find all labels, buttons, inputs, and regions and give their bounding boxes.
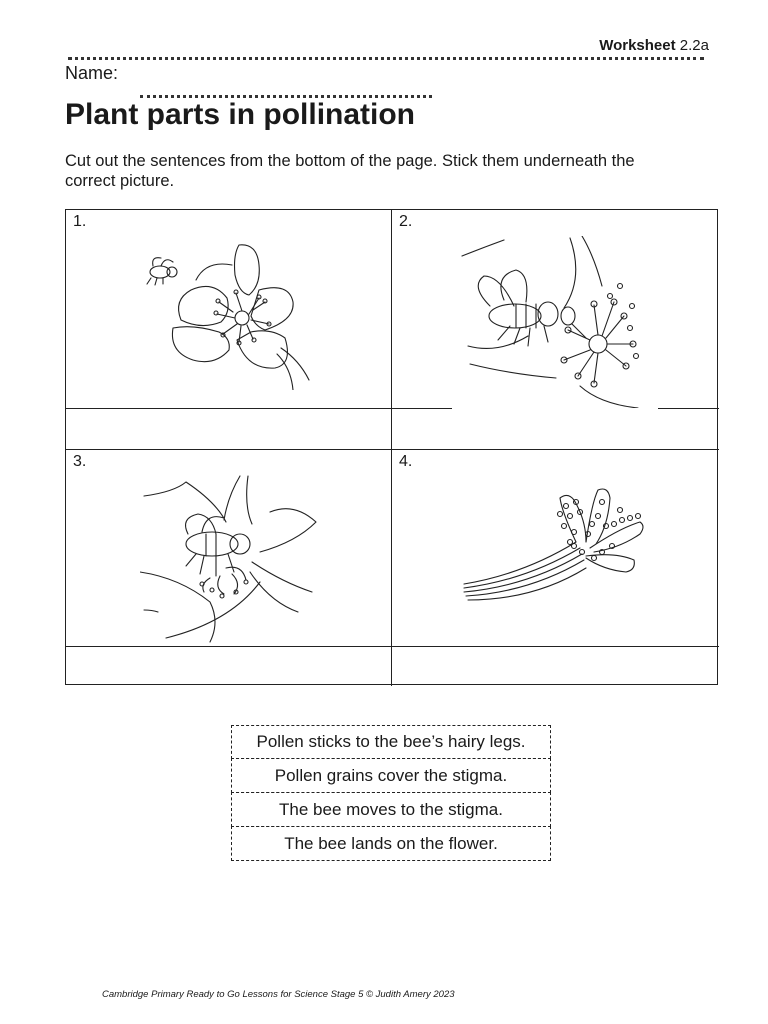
pollen-on-stigma-icon [462,486,652,606]
panel-1 [66,210,391,408]
answer-box-3[interactable] [66,647,391,685]
picture-grid [65,209,718,685]
bee-inside-flower-icon [140,472,320,644]
panel-3 [66,450,391,646]
answer-box-2[interactable] [392,409,719,449]
panel-number: 2. [399,213,413,230]
cut-out-sentences [231,725,551,861]
answer-box-4[interactable] [392,647,719,685]
sentence-text: Pollen sticks to the bee’s hairy legs. [256,732,526,751]
worksheet-label [599,37,709,54]
sentence-text: Pollen grains cover the stigma. [274,765,508,785]
instructions: Cut out the sentences from the bottom of the page. Stick them underneath the correct picture. [65,152,635,190]
bee-flying-to-flower-icon [141,240,311,390]
worksheet-number: 2.2a [679,37,709,54]
bee-on-stamens-icon [460,236,645,408]
panel-number: 4. [399,453,413,470]
sentence-text: The bee lands on the flower. [284,833,498,853]
worksheet-word: Worksheet [599,37,676,54]
panel-number: 3. [73,453,87,470]
sentence-strip[interactable] [231,758,551,793]
answer-box-1[interactable] [66,409,391,449]
top-divider [68,57,704,60]
sentence-strip[interactable] [231,792,551,827]
sentence-strip[interactable] [231,725,551,759]
copyright-footer: Cambridge Primary Ready to Go Lessons for Science Stage 5 © Judith Amery 2023 [102,989,455,1000]
sentence-text: The bee moves to the stigma. [279,799,503,819]
name-label: Name: [65,63,119,83]
panel-4 [392,450,719,646]
panel-2 [392,210,719,408]
panel-number: 1. [73,213,87,230]
page-title: Plant parts in pollination [65,98,416,131]
sentence-strip[interactable] [231,826,551,861]
